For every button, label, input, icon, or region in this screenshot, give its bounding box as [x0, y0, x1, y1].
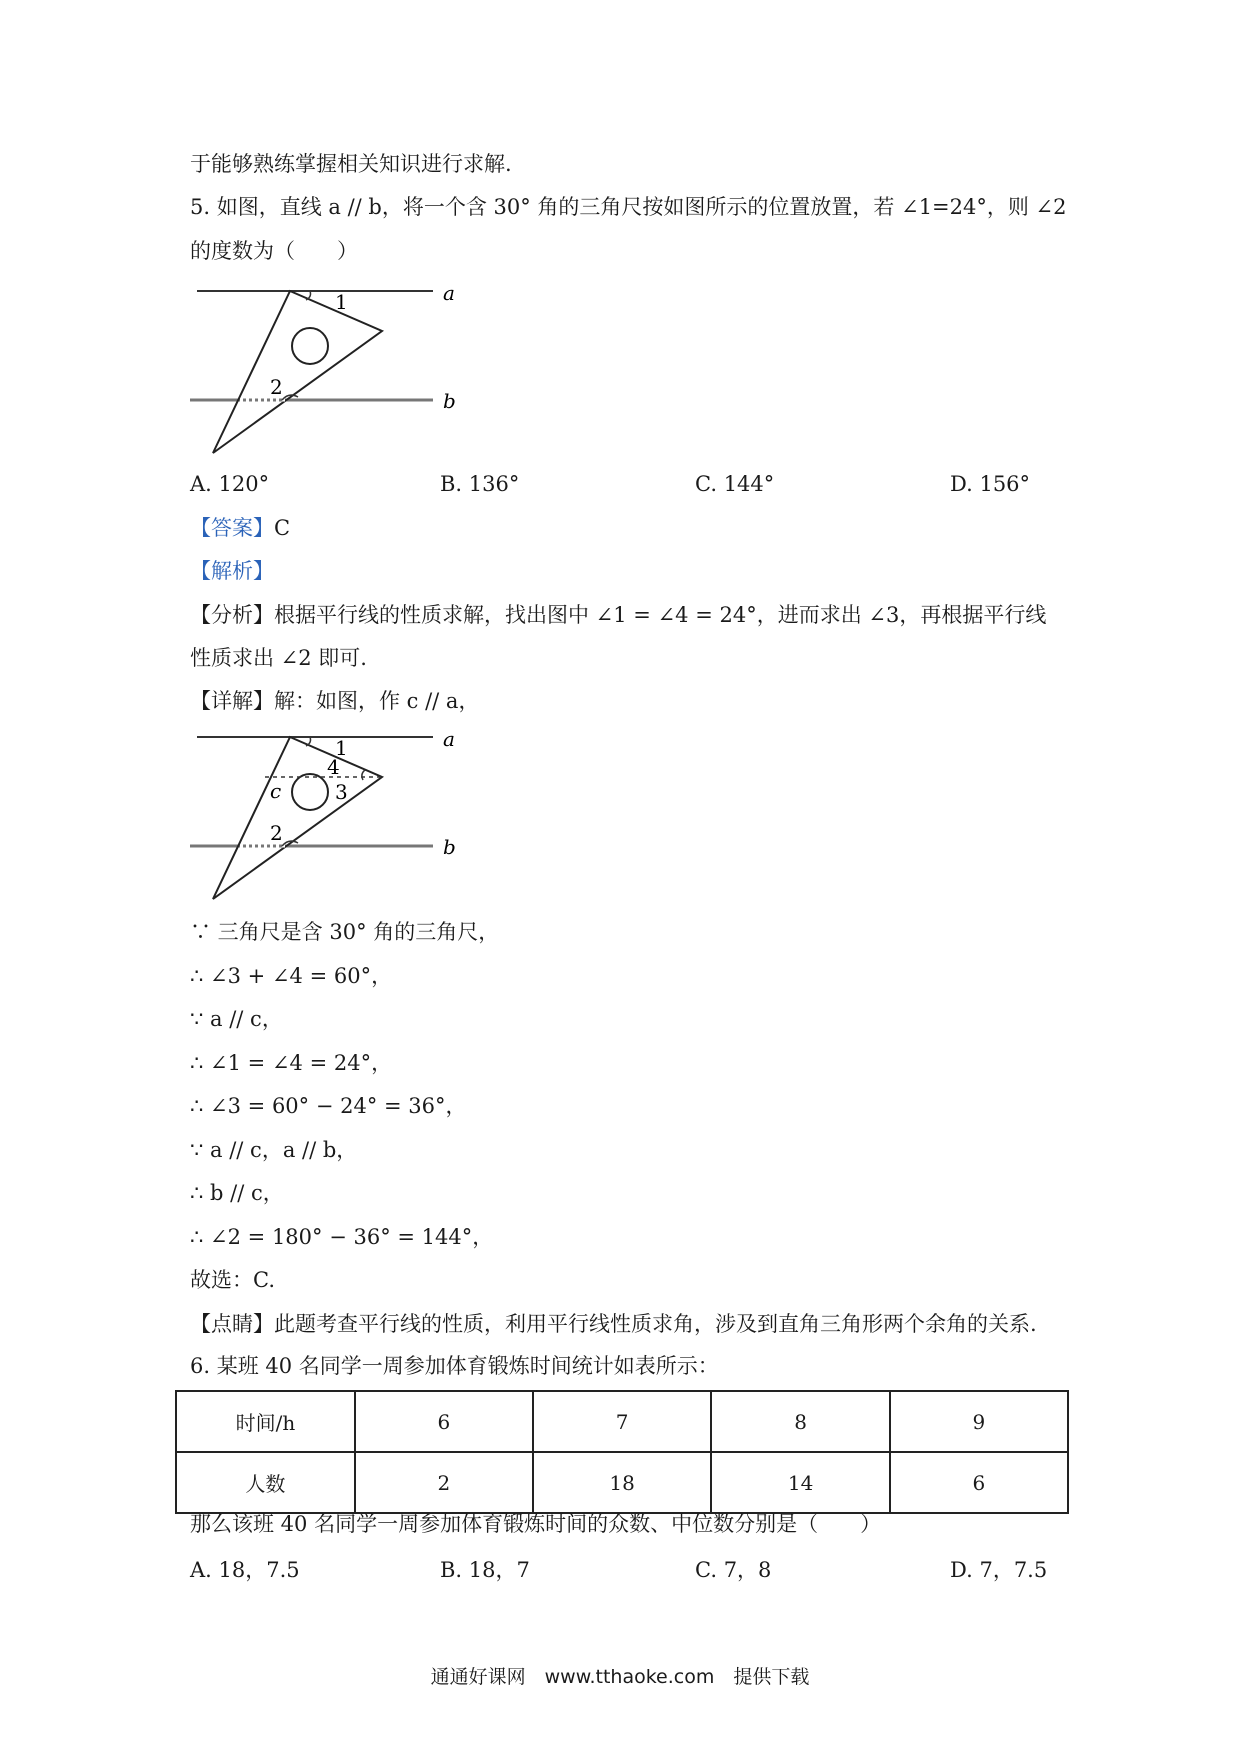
table-cell: 9	[890, 1391, 1068, 1452]
fig2-label-3: 3	[335, 780, 348, 804]
step-6: ∵ a // c，a // b，	[190, 1138, 358, 1162]
analysis-line1: 【分析】根据平行线的性质求解，找出图中 ∠1 = ∠4 = 24°，进而求出 ∠3，再根据平行线	[190, 603, 1047, 627]
q5-option-a: A. 120°	[190, 472, 270, 496]
table-cell: 人数	[176, 1452, 355, 1513]
detail-intro: 【详解】解：如图，作 c // a，	[190, 689, 480, 713]
fig1-label-b: b	[443, 389, 456, 413]
q6-option-d: D. 7，7.5	[950, 1558, 1048, 1582]
table-row	[176, 1391, 1068, 1452]
q5-option-c: C. 144°	[695, 472, 775, 496]
q6-stem: 6. 某班 40 名同学一周参加体育锻炼时间统计如表所示：	[190, 1354, 719, 1378]
fig2-label-a: a	[443, 727, 455, 751]
q6-option-a: A. 18，7.5	[190, 1558, 300, 1582]
q6-question: 那么该班 40 名同学一周参加体育锻炼时间的众数、中位数分别是（ ）	[190, 1512, 882, 1536]
table-cell: 7	[533, 1391, 711, 1452]
analysis-line2: 性质求出 ∠2 即可.	[190, 646, 367, 670]
table-cell: 6	[890, 1452, 1068, 1513]
q6-option-b: B. 18，7	[440, 1558, 530, 1582]
table-cell: 14	[711, 1452, 889, 1513]
table-row	[176, 1452, 1068, 1513]
answer-line: 【答案】C	[190, 516, 291, 540]
fig2-label-c: c	[270, 779, 282, 803]
step-7: ∴ b // c，	[190, 1181, 284, 1205]
fig2-label-b: b	[443, 835, 456, 859]
fig2-label-2: 2	[270, 821, 283, 845]
table-cell: 6	[355, 1391, 533, 1452]
step-5: ∴ ∠3 = 60° − 24° = 36°，	[190, 1094, 467, 1118]
q5-stem-line2: 的度数为（ ）	[190, 239, 358, 263]
q5-figure-1	[185, 276, 475, 456]
step-2: ∴ ∠3 + ∠4 = 60°，	[190, 964, 393, 988]
q5-option-d: D. 156°	[950, 472, 1031, 496]
page-footer: 通通好课网 www.tthaoke.com 提供下载	[430, 1666, 810, 1688]
step-4: ∴ ∠1 = ∠4 = 24°，	[190, 1051, 393, 1075]
analysis-heading: 【解析】	[190, 559, 274, 583]
intro-line: 于能够熟练掌握相关知识进行求解.	[190, 152, 512, 176]
fig2-label-4: 4	[327, 755, 340, 779]
step-3: ∵ a // c，	[190, 1007, 283, 1031]
q6-table	[175, 1390, 1069, 1514]
fig1-label-2: 2	[270, 375, 283, 399]
table-cell: 18	[533, 1452, 711, 1513]
table-cell: 2	[355, 1452, 533, 1513]
table-cell: 时间/h	[176, 1391, 355, 1452]
fig1-label-1: 1	[335, 290, 348, 314]
step-1: ∵ 三角尺是含 30° 角的三角尺，	[190, 920, 500, 944]
comment-line: 【点睛】此题考查平行线的性质，利用平行线性质求角，涉及到直角三角形两个余角的关系.	[190, 1312, 1037, 1336]
q6-option-c: C. 7，8	[695, 1558, 772, 1582]
fig1-label-a: a	[443, 281, 455, 305]
q5-stem-line1: 5. 如图，直线 a // b，将一个含 30° 角的三角尺按如图所示的位置放置，若 ∠1=24°，则 ∠2	[190, 195, 1067, 219]
fig2-label-1: 1	[335, 736, 348, 760]
step-8: ∴ ∠2 = 180° − 36° = 144°，	[190, 1225, 494, 1249]
q5-option-b: B. 136°	[440, 472, 520, 496]
step-9: 故选：C.	[190, 1268, 275, 1292]
table-cell: 8	[711, 1391, 889, 1452]
q5-figure-2	[185, 722, 475, 902]
